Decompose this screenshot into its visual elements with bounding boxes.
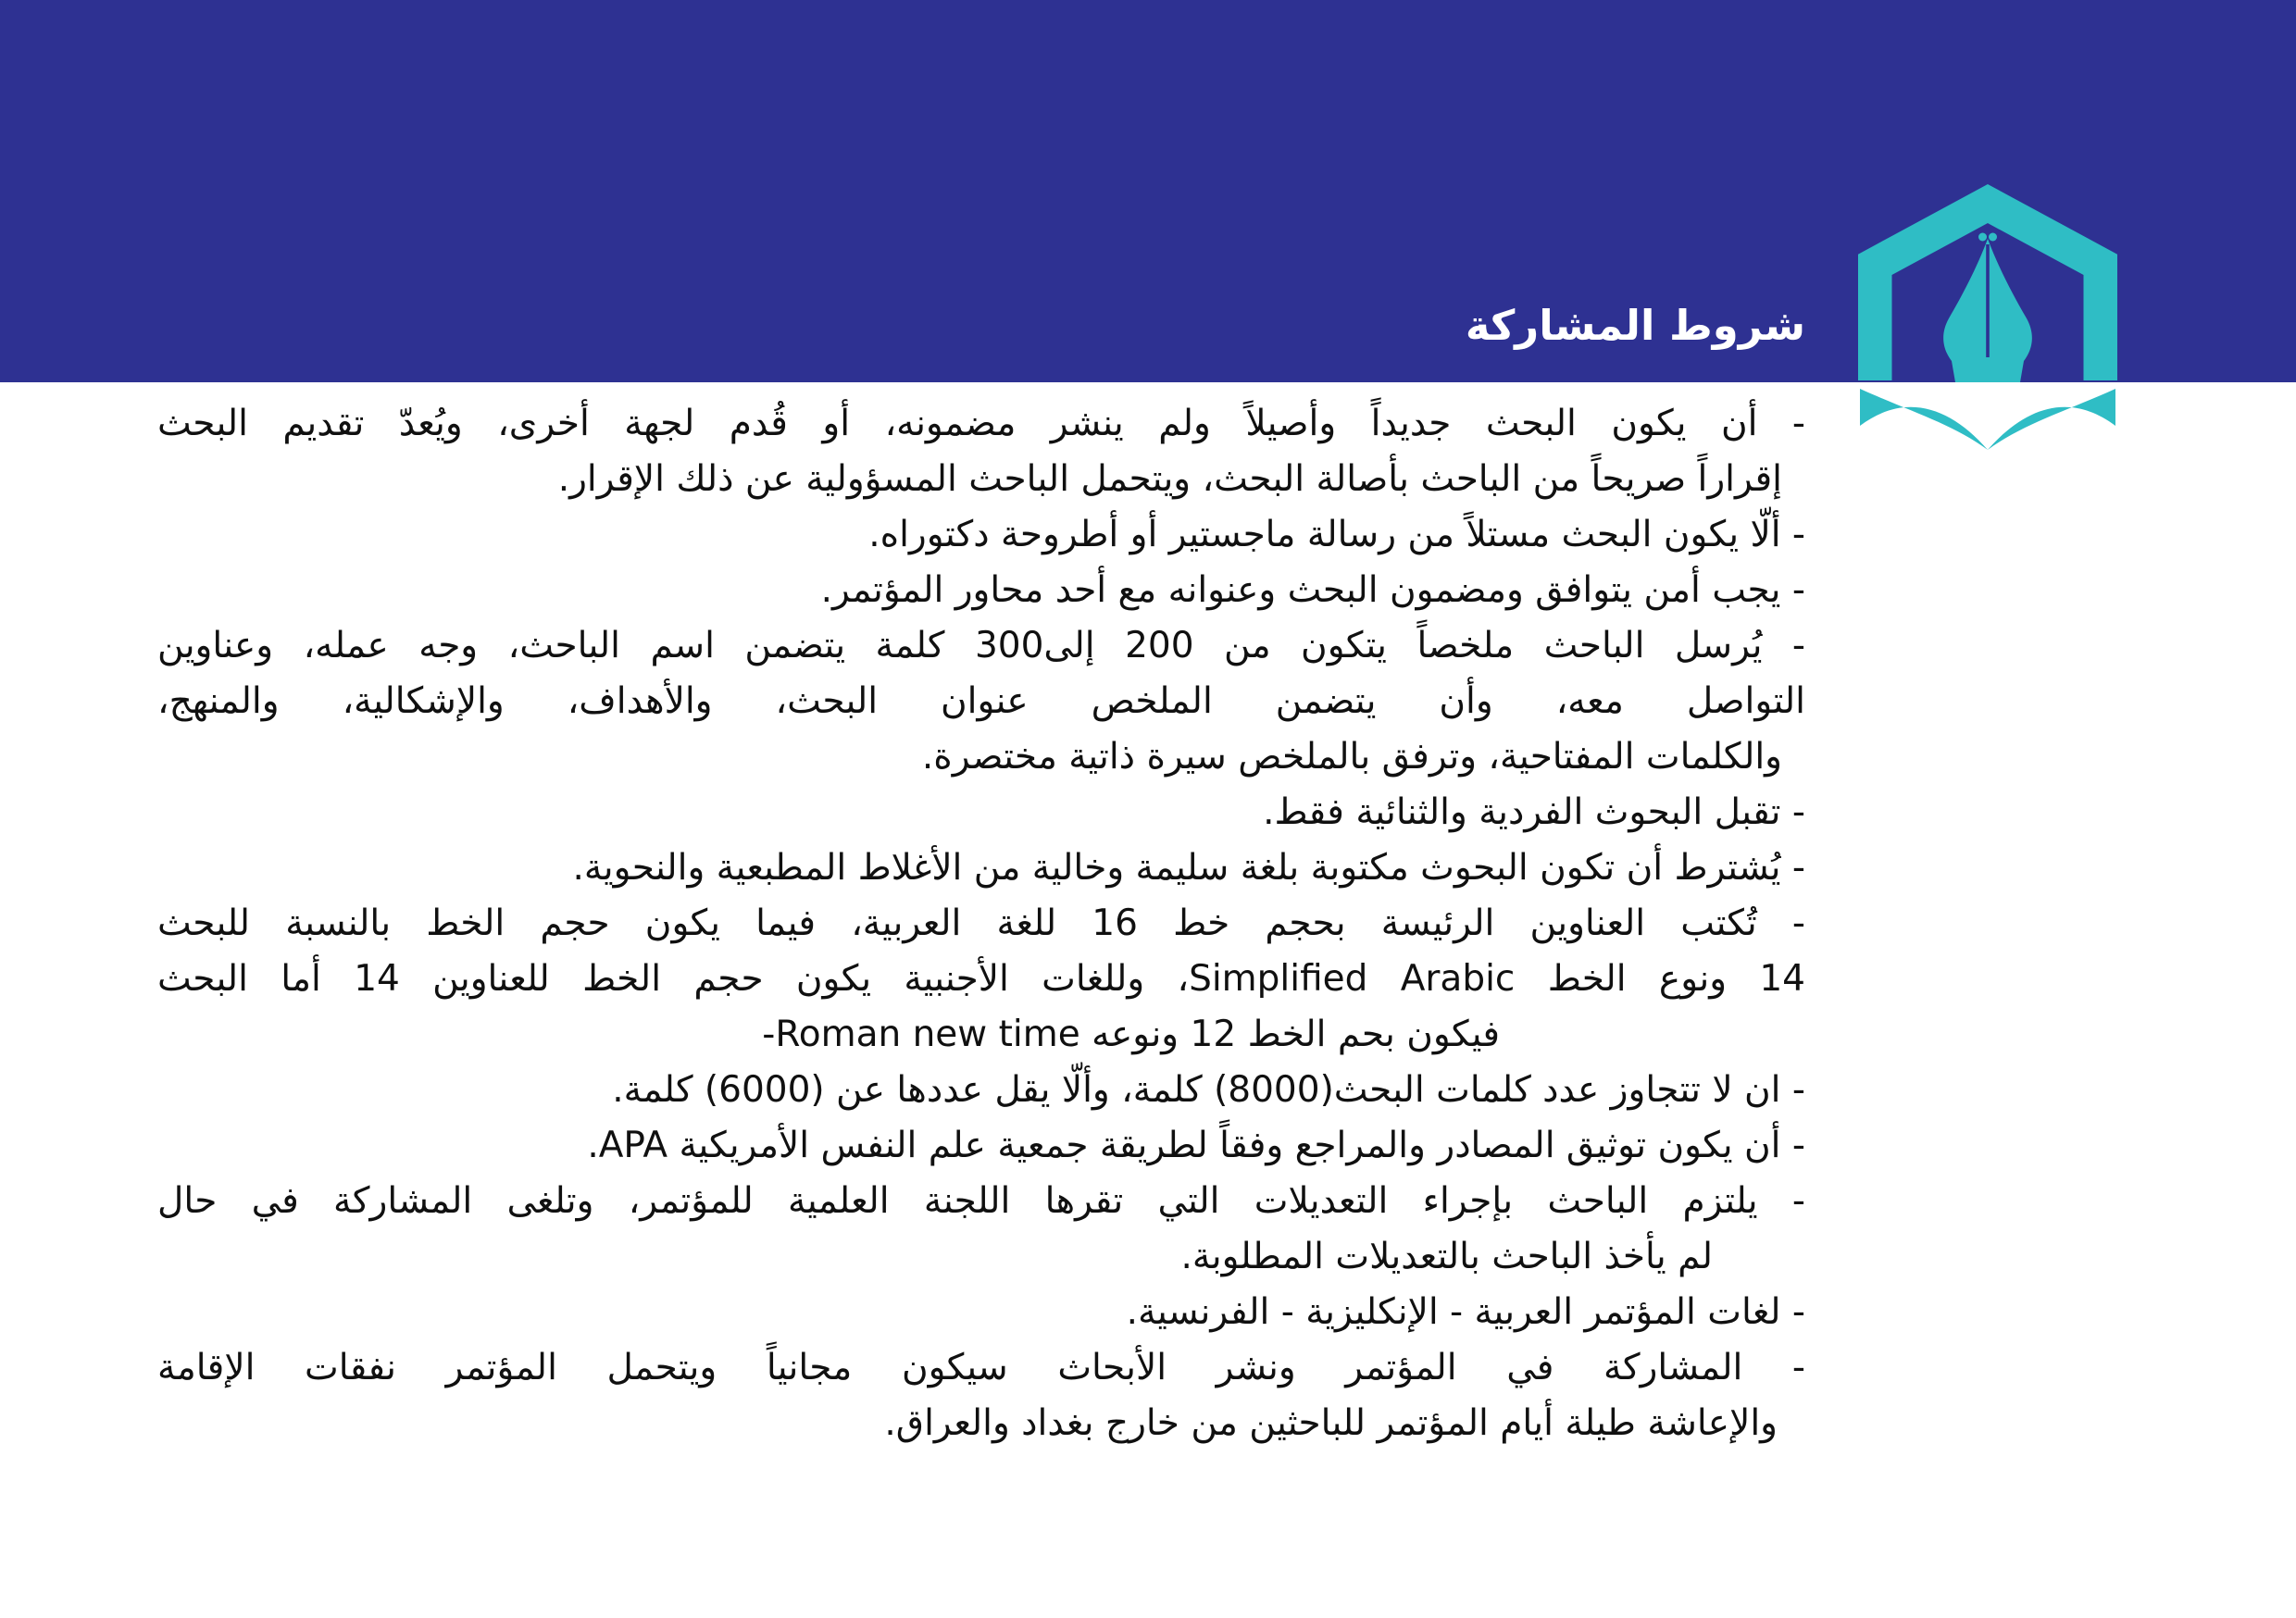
conference-logo [1858,183,2117,461]
pen-nib-icon [1943,233,2032,383]
text-line: - أن يكون البحث جديداً وأصيلاً ولم ينشر مضمونه، أو قُدم لجهة أخرى، ويُعدّ تقديم البحث [157,403,1805,444]
text-line: 14 ونوع الخط Simplified Arabic، وللغات الأجنبية يكون حجم الخط للعناوين 14 أما البحث [157,958,1805,1000]
text-line: والكلمات المفتاحية، وترفق بالملخص سيرة ذاتية مختصرة. [921,736,1782,778]
text-line: - يلتزم الباحث بإجراء التعديلات التي تقرها اللجنة العلمية للمؤتمر، وتلغى المشاركة في حال [157,1180,1805,1222]
page-title: شروط المشاركة [1465,301,1805,350]
open-book-icon [1860,389,2115,450]
text-line: - المشاركة في المؤتمر ونشر الأبحاث سيكون مجانياً ويتحمل المؤتمر نفقات الإقامة [157,1347,1805,1388]
nib-slit [1986,244,1990,357]
text-line: فيكون بحم الخط 12 ونوعه Roman new time- [762,1014,1500,1055]
text-line: لم يأخذ الباحث بالتعديلات المطلوبة. [1180,1236,1713,1277]
text-line: - أن يكون توثيق المصادر والمراجع وفقاً لطريقة جمعية علم النفس الأمريكية APA. [587,1125,1805,1166]
text-line: - يجب أمن يتوافق ومضمون البحث وعنوانه مع أحد محاور المؤتمر. [820,569,1805,611]
text-line: إقراراً صريحاً من الباحث بأصالة البحث، ويتحمل الباحث المسؤولية عن ذلك الإقرار. [557,458,1782,500]
text-line: - لغات المؤتمر العربية - الإنكليزية - الفرنسية. [1126,1291,1805,1333]
text-line: والإعاشة طيلة أيام المؤتمر للباحثين من خارج بغداد والعراق. [884,1402,1778,1444]
text-line: - ألّا يكون البحث مستلاً من رسالة ماجستير أو أطروحة دكتوراه. [868,514,1805,555]
text-line: - يُرسل الباحث ملخصاً يتكون من 200 إلى300 كلمة يتضمن اسم الباحث، وجه عمله، وعناوين [157,625,1805,666]
conditions-list [157,396,1805,1451]
text-line: - تقبل البحوث الفردية والثنائية فقط. [1263,791,1805,833]
text-line: - ان لا تتجاوز عدد كلمات البحث(8000) كلمة، وألّا يقل عددها عن (6000) كلمة. [612,1069,1805,1111]
text-line: - يُشترط أن تكون البحوث مكتوبة بلغة سليمة وخالية من الأغلاط المطبعية والنحوية. [572,847,1805,889]
pen-nib-open-book-emblem [1858,183,2117,461]
text-line: - تُكتب العناوين الرئيسة بحجم خط 16 للغة العربية، فيما يكون حجم الخط بالنسبة للبحث [157,902,1805,944]
text-line: التواصل معه، وأن يتضمن الملخص عنوان البحث، والأهداف، والإشكالية، والمنهج، [157,680,1805,722]
